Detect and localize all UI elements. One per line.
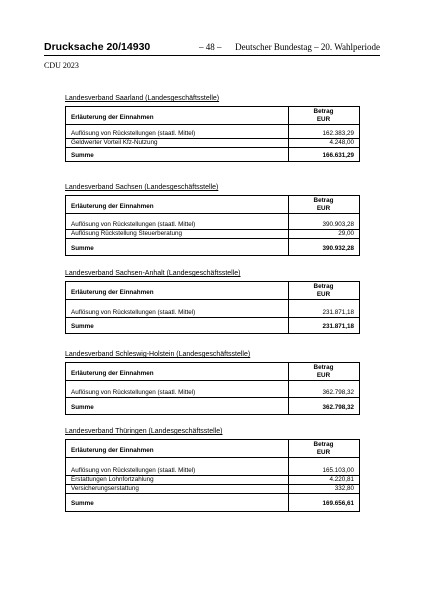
party-label: CDU 2023 (44, 61, 79, 70)
page-number: – 48 – (199, 42, 222, 52)
section-title: Landesverband Schleswig-Holstein (Landesgeschäftsstelle) (65, 351, 251, 358)
section-title: Landesverband Saarland (Landesgeschäftsstelle) (65, 95, 220, 102)
row-amount: 165.103,00 (322, 467, 354, 474)
description-column-header: Erläuterung der Einnahmen (71, 114, 154, 121)
total-amount: 169.656,61 (322, 500, 354, 507)
section-schleswig-holstein (65, 349, 360, 411)
total-row (66, 245, 359, 253)
description-column-header: Erläuterung der Einnahmen (71, 370, 154, 377)
header-rule (44, 55, 380, 56)
income-table (65, 195, 360, 256)
section-title: Landesverband Sachsen-Anhalt (Landesgeschäftsstelle) (65, 270, 241, 277)
total-row (66, 323, 359, 331)
total-row (66, 152, 359, 160)
table-row (66, 467, 359, 476)
total-amount: 390.932,28 (322, 245, 354, 252)
table-header (66, 282, 359, 300)
total-row (66, 500, 359, 508)
section-title: Landesverband Thüringen (Landesgeschäftsstelle) (65, 428, 223, 435)
description-column-header: Erläuterung der Einnahmen (71, 289, 154, 296)
total-label: Summe (71, 404, 94, 411)
amount-column-header: Betrag EUR (313, 441, 334, 456)
table-row (66, 221, 359, 230)
row-label: Auflösung von Rückstellungen (staatl. Mittel) (71, 130, 196, 137)
section-sachsen (65, 182, 360, 252)
section-sachsen-anhalt (65, 268, 360, 330)
table-row (66, 309, 359, 318)
row-label: Auflösung Rückstellung Steuerberatung (71, 230, 182, 237)
income-table (65, 439, 360, 512)
table-row (66, 476, 359, 485)
section-title: Landesverband Sachsen (Landesgeschäftsstelle) (65, 184, 219, 191)
income-table (65, 281, 360, 334)
row-amount: 332,80 (334, 485, 354, 492)
total-label: Summe (71, 152, 94, 159)
amount-column-header: Betrag EUR (313, 108, 334, 123)
row-label: Geldwerter Vorteil Kfz-Nutzung (71, 139, 158, 146)
table-row (66, 485, 359, 494)
income-table (65, 362, 360, 415)
row-amount: 4.220,81 (329, 476, 354, 483)
document-number: Drucksache 20/14930 (44, 41, 151, 53)
table-header (66, 440, 359, 458)
row-amount: 231.871,18 (322, 309, 354, 316)
row-label: Versicherungserstattung (71, 485, 139, 492)
row-label: Auflösung von Rückstellungen (staatl. Mittel) (71, 221, 196, 228)
row-label: Auflösung von Rückstellungen (staatl. Mittel) (71, 467, 196, 474)
table-row (66, 139, 359, 148)
total-label: Summe (71, 323, 94, 330)
table-row (66, 230, 359, 239)
description-column-header: Erläuterung der Einnahmen (71, 203, 154, 210)
row-amount: 29,00 (338, 230, 354, 237)
legislative-period: Deutscher Bundestag – 20. Wahlperiode (235, 42, 380, 52)
row-amount: 390.903,28 (322, 221, 354, 228)
total-amount: 231.871,18 (322, 323, 354, 330)
section-thueringen (65, 426, 360, 507)
income-table (65, 106, 360, 162)
row-label: Erstattungen Lohnfortzahlung (71, 476, 154, 483)
amount-column-header: Betrag EUR (313, 283, 334, 298)
row-label: Auflösung von Rückstellungen (staatl. Mittel) (71, 389, 196, 396)
total-label: Summe (71, 500, 94, 507)
description-column-header: Erläuterung der Einnahmen (71, 447, 154, 454)
total-amount: 166.631,29 (322, 152, 354, 159)
row-label: Auflösung von Rückstellungen (staatl. Mittel) (71, 309, 196, 316)
amount-column-header: Betrag EUR (313, 364, 334, 379)
total-amount: 362.798,32 (322, 404, 354, 411)
table-header (66, 107, 359, 125)
table-row (66, 130, 359, 139)
total-label: Summe (71, 245, 94, 252)
row-amount: 4.248,00 (329, 139, 354, 146)
row-amount: 162.383,29 (322, 130, 354, 137)
table-row (66, 389, 359, 398)
total-row (66, 404, 359, 412)
table-header (66, 363, 359, 381)
amount-column-header: Betrag EUR (313, 197, 334, 212)
table-header (66, 196, 359, 214)
section-saarland (65, 93, 360, 159)
row-amount: 362.798,32 (322, 389, 354, 396)
